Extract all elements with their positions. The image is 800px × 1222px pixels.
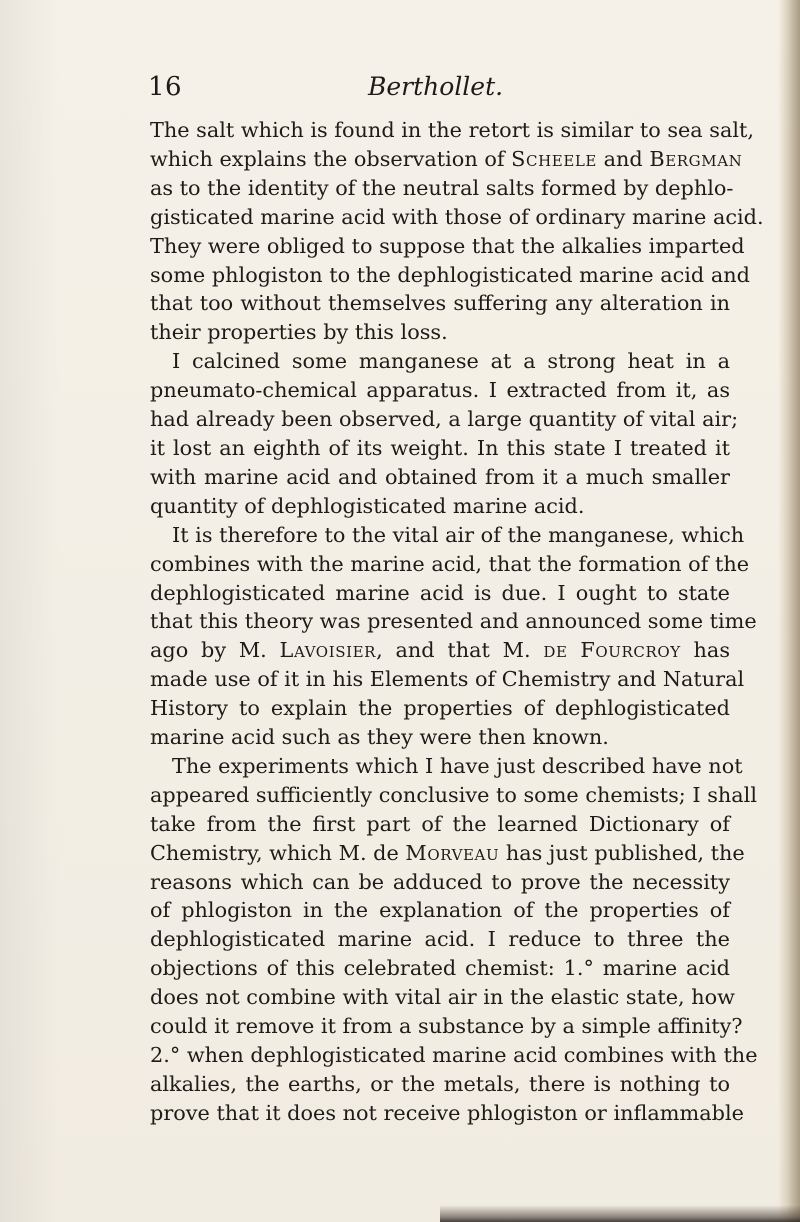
text-line: it lost an eighth of its weight. In this state I treated it bbox=[150, 435, 730, 460]
text-line: The salt which is found in the retort is similar to sea salt, bbox=[150, 118, 755, 142]
text-line: dephlogisticated marine acid. I reduce to three the bbox=[150, 927, 730, 952]
page-edge-shadow bbox=[778, 0, 800, 1222]
running-title: Berthollet. bbox=[368, 72, 504, 101]
text-line: made use of it in his Elements of Chemistry and Natural bbox=[150, 667, 745, 692]
text-line: quantity of dephlogisticated marine acid. bbox=[150, 493, 585, 518]
text-line: appeared sufficiently conclusive to some chemists; I shall bbox=[150, 782, 757, 807]
name-fourcroy: Fourcroy bbox=[580, 638, 681, 663]
text-line: It is therefore to the vital air of the manganese, which bbox=[172, 522, 745, 547]
text-line: as to the identity of the neutral salts formed by dephlo- bbox=[150, 175, 734, 200]
text-line: combines with the marine acid, that the formation of the bbox=[150, 551, 750, 576]
paragraph-1 bbox=[150, 116, 764, 347]
text-line: that too without themselves suffering any alteration in bbox=[150, 291, 730, 316]
name-de: de bbox=[543, 638, 568, 663]
text-line: take from the first part of the learned Dictionary of bbox=[150, 811, 730, 836]
text-line: gisticated marine acid with those of ordinary marine acid. bbox=[150, 204, 764, 229]
text-line: The experiments which I have just described have not bbox=[172, 753, 743, 778]
page-header bbox=[148, 72, 728, 108]
text-line: Chemistry, which M. de Morveau has just published, the bbox=[150, 840, 745, 865]
text-line: marine acid such as they were then known. bbox=[150, 725, 609, 750]
text-line: pneumato-chemical apparatus. I extracted from it, as bbox=[150, 378, 730, 403]
text-line: I calcined some manganese at a strong heat in a bbox=[172, 349, 730, 374]
text-line: prove that it does not receive phlogiston or inflammable bbox=[150, 1100, 744, 1125]
text-line: does not combine with vital air in the elastic state, how bbox=[150, 985, 735, 1010]
name-morveau: Morveau bbox=[405, 840, 500, 865]
text-line: alkalies, the earths, or the metals, there is nothing to bbox=[150, 1071, 730, 1096]
text-line: their properties by this loss. bbox=[150, 320, 448, 345]
page-number: 16 bbox=[148, 72, 183, 102]
text-line: 2.° when dephlogisticated marine acid combines with the bbox=[150, 1043, 758, 1067]
text-line: of phlogiston in the explanation of the properties of bbox=[150, 898, 730, 923]
paragraph-4 bbox=[150, 752, 758, 1128]
text-line: some phlogiston to the dephlogisticated marine acid and bbox=[150, 262, 750, 287]
paragraph-2 bbox=[150, 347, 739, 520]
text-line: with marine acid and obtained from it a much smaller bbox=[150, 464, 730, 489]
text-line: had already been observed, a large quantity of vital air; bbox=[150, 407, 739, 432]
text-line: History to explain the properties of dephlogisticated bbox=[150, 696, 730, 721]
text-line: which explains the observation of Scheele and Bergman bbox=[150, 146, 743, 171]
text-line: dephlogisticated marine acid is due. I ought to state bbox=[150, 580, 730, 605]
text-line: that this theory was presented and announced some time bbox=[150, 609, 757, 634]
text-line: ago by M. Lavoisier, and that M. de Fourcroy has bbox=[150, 638, 730, 663]
name-lavoisier: Lavoisier bbox=[279, 638, 377, 663]
text-line: could it remove it from a substance by a simple affinity? bbox=[150, 1014, 743, 1039]
page-bottom-shadow bbox=[440, 1205, 800, 1222]
name-scheele: Scheele bbox=[511, 146, 597, 171]
page-body bbox=[150, 116, 764, 1128]
text-line: They were obliged to suppose that the alkalies imparted bbox=[150, 233, 745, 258]
text-line: reasons which can be adduced to prove the necessity bbox=[150, 869, 730, 894]
name-bergman: Bergman bbox=[649, 146, 743, 171]
paragraph-3 bbox=[150, 521, 757, 752]
text-line: objections of this celebrated chemist: 1.° marine acid bbox=[150, 956, 730, 981]
